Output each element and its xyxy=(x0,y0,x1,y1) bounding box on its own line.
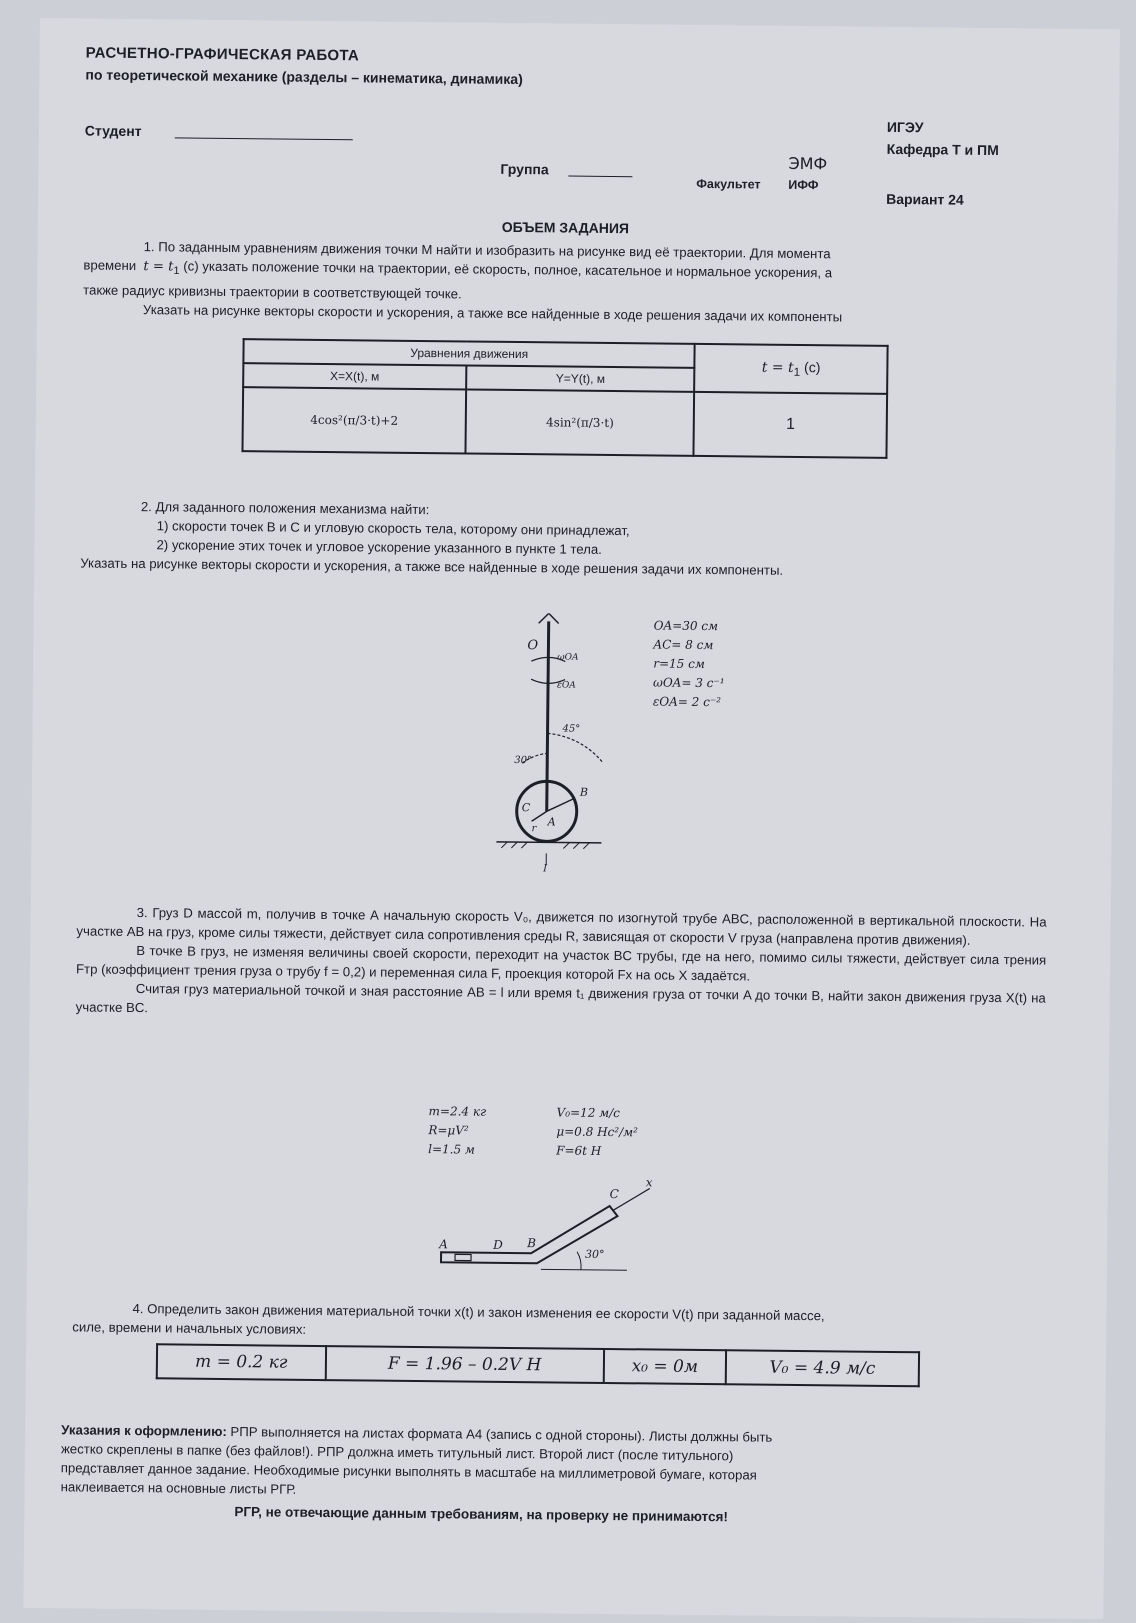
table-x-formula: 4cos²(π/3·t)+2 xyxy=(242,387,466,453)
section-title: ОБЪЕМ ЗАДАНИЯ xyxy=(501,218,630,237)
cell-F: F = 1.96 – 0.2V Н xyxy=(325,1346,603,1383)
param-eps: εOA= 2 с⁻² xyxy=(652,694,722,710)
cell-m: m = 0.2 кг xyxy=(157,1344,326,1380)
task3-text xyxy=(76,902,1047,1026)
param-F: F=6t Н xyxy=(556,1143,602,1158)
label-r: r xyxy=(531,823,537,835)
task4-line1: 4. Определить закон движения материальной точки x(t) и закон изменения ее скорости V(t) при заданной массе, xyxy=(132,1301,825,1324)
label-D: D xyxy=(493,1237,503,1252)
task4-text xyxy=(72,1298,1052,1346)
table-col-y: Y=Y(t), м xyxy=(466,365,695,391)
table-y-formula: 4sin²(π/3·t) xyxy=(465,389,694,455)
label-30: 30° xyxy=(514,755,533,767)
footer-warning: РГР, не отвечающие данным требованиям, на проверку не принимаются! xyxy=(234,1504,728,1525)
task1-line2: времени $t = t_1$ (с) указать положение точки на траектории, её скорость, полное, касательное и нормальное ускорения, а xyxy=(83,257,833,281)
footer-line2: жестко скреплены в папке (без файлов!). РПР должна иметь титульный лист. Второй лист (после титульного) xyxy=(60,1441,734,1464)
task2-text xyxy=(80,496,1071,582)
task3-p3: Считая груз материальной точкой и зная расстояние AB = l или время t₁ движения груза от точки A до точки B, найти закон движения груза X(t) на участке BC. xyxy=(75,981,1046,1016)
axis-x xyxy=(614,1188,650,1210)
variant-value: 24 xyxy=(948,191,964,208)
task4-table xyxy=(156,1343,920,1387)
param-oa: OA=30 см xyxy=(653,618,719,634)
mechanism-figure xyxy=(491,613,654,875)
footer-line4: наклеивается на основные листы РГР. xyxy=(60,1479,297,1497)
cell-v0: V₀ = 4.9 м/с xyxy=(726,1350,919,1386)
param-v0: V₀=12 м/с xyxy=(556,1105,620,1121)
label-eps: εOA xyxy=(556,680,576,691)
doc-subtitle: по теоретической механике (разделы – кинематика, динамика) xyxy=(85,66,523,88)
horizontal-ref xyxy=(541,1269,627,1270)
footer-line3: представляет данное задание. Необходимые рисунки выполнять в масштабе на миллиметровой бумаге, которая xyxy=(60,1460,757,1483)
student-label: Студент xyxy=(84,122,142,140)
label-C: C xyxy=(609,1187,619,1202)
student-blank xyxy=(175,137,353,140)
doc-title: РАСЧЕТНО-ГРАФИЧЕСКАЯ РАБОТА xyxy=(85,44,360,65)
ground xyxy=(496,842,601,843)
task3-params-right xyxy=(556,1103,638,1161)
param-r: r=15 см xyxy=(653,656,705,671)
footer-lead: Указания к оформлению: xyxy=(61,1422,227,1440)
label-A: A xyxy=(439,1237,448,1252)
load-d xyxy=(455,1254,471,1260)
task3-p2: В точке B груз, не изменяя величины своей скорости, переходит на участок BC трубы, где на него, помимо силы тяжести, действует сила трения Fтр (коэффициент трения груза о трубу f = 0,2) и переменная сила F, проекция которой Fx на ось X задаётся. xyxy=(75,943,1047,984)
param-omega: ωOA= 3 с⁻¹ xyxy=(653,675,725,691)
label-B: B xyxy=(527,1236,537,1251)
label-b: B xyxy=(579,785,589,799)
label-x: x xyxy=(645,1175,653,1190)
document-sheet xyxy=(23,18,1120,1619)
task3-p1: 3. Груз D массой m, получив в точке А начальную скорость V₀, движется по изогнутой трубе ABC, расположенной в вертикальной плоскости. На участке AB на груз, кроме силы тяжести, действует сила сопротивления среды R, зависящая от скорости V груза (направлена против движения). xyxy=(76,905,1047,948)
label-o: O xyxy=(527,638,539,654)
radius-ab xyxy=(547,798,574,811)
faculty-handwritten: ЭМФ xyxy=(788,153,828,174)
task1-time-symbol: t = t xyxy=(143,259,174,275)
angle-45-arc xyxy=(547,733,602,762)
param-mu: μ=0.8 Нс²/м² xyxy=(556,1124,638,1140)
cell-x0: x₀ = 0м xyxy=(604,1349,727,1384)
table-header: Уравнения движения xyxy=(243,339,695,368)
table-col-t: $t = t_1$ (с) xyxy=(695,344,888,394)
param-m: m=2.4 кг xyxy=(428,1104,487,1119)
table-col-t-unit: (с) xyxy=(804,359,821,376)
label-i: I xyxy=(543,863,548,875)
department: Кафедра Т и ПМ xyxy=(886,140,999,159)
task2-line2: 1) скорости точек В и С и угловую скорость тела, которому они принадлежат, xyxy=(156,518,630,539)
group-label: Группа xyxy=(500,160,549,178)
institute: ИГЭУ xyxy=(886,118,924,136)
variant-label: Вариант xyxy=(886,190,945,208)
label-angle: 30° xyxy=(585,1247,605,1261)
task2-line4: Указать на рисунке векторы скорости и ускорения, а также все найденные в ходе решения задачи их компоненты. xyxy=(80,555,784,578)
task1-line3: также радиус кривизны траектории в соответствующей точке. xyxy=(83,282,462,302)
table-col-x: X=X(t), м xyxy=(243,363,466,389)
footer-text xyxy=(61,1420,1042,1506)
angle-arc xyxy=(577,1252,581,1270)
label-c: C xyxy=(521,801,531,815)
task3-params-left xyxy=(428,1102,486,1160)
faculty-label: Факультет xyxy=(696,176,761,192)
param-ac: AC= 8 см xyxy=(653,637,714,653)
param-R: R=μV² xyxy=(428,1123,469,1138)
task1-line1: 1. По заданным уравнениям движения точки М найти и изобразить на рисунке вид её траектории. Для момента xyxy=(143,239,831,262)
radius-ac xyxy=(532,811,547,821)
label-a: A xyxy=(547,815,556,829)
task1-line2-rest: (с) указать положение точки на траектории, её скорость, полное, касательное и нормальное ускорения, а xyxy=(183,258,833,281)
task1-table xyxy=(241,338,888,459)
task4-line2: силе, времени и начальных условиях: xyxy=(72,1319,307,1337)
task1-line4: Указать на рисунке векторы скорости и ускорения, а также все найденные в ходе решения задачи их компоненты xyxy=(142,301,843,325)
variant xyxy=(886,191,964,208)
param-l: l=1.5 м xyxy=(428,1142,475,1157)
table-col-t-symbol: t = t xyxy=(761,359,794,377)
faculty-value: ИФФ xyxy=(788,177,819,193)
task1-text xyxy=(83,236,1074,328)
group-blank xyxy=(568,176,632,178)
table-t-value: 1 xyxy=(694,392,887,458)
label-omega: ωOA xyxy=(557,652,579,663)
task2-params xyxy=(653,616,725,712)
task1-time-word: времени xyxy=(83,257,137,274)
footer-text1: РПР выполняется на листах формата А4 (запись с одной стороны). Листы должны быть xyxy=(230,1424,773,1445)
task2-line1: 2. Для заданного положения механизма найти: xyxy=(140,499,430,518)
pipe-figure xyxy=(431,1168,672,1281)
label-45: 45° xyxy=(562,723,581,735)
task2-line3: 2) ускорение этих точек и угловое ускорение указанного в пункте 1 тела. xyxy=(156,537,602,557)
